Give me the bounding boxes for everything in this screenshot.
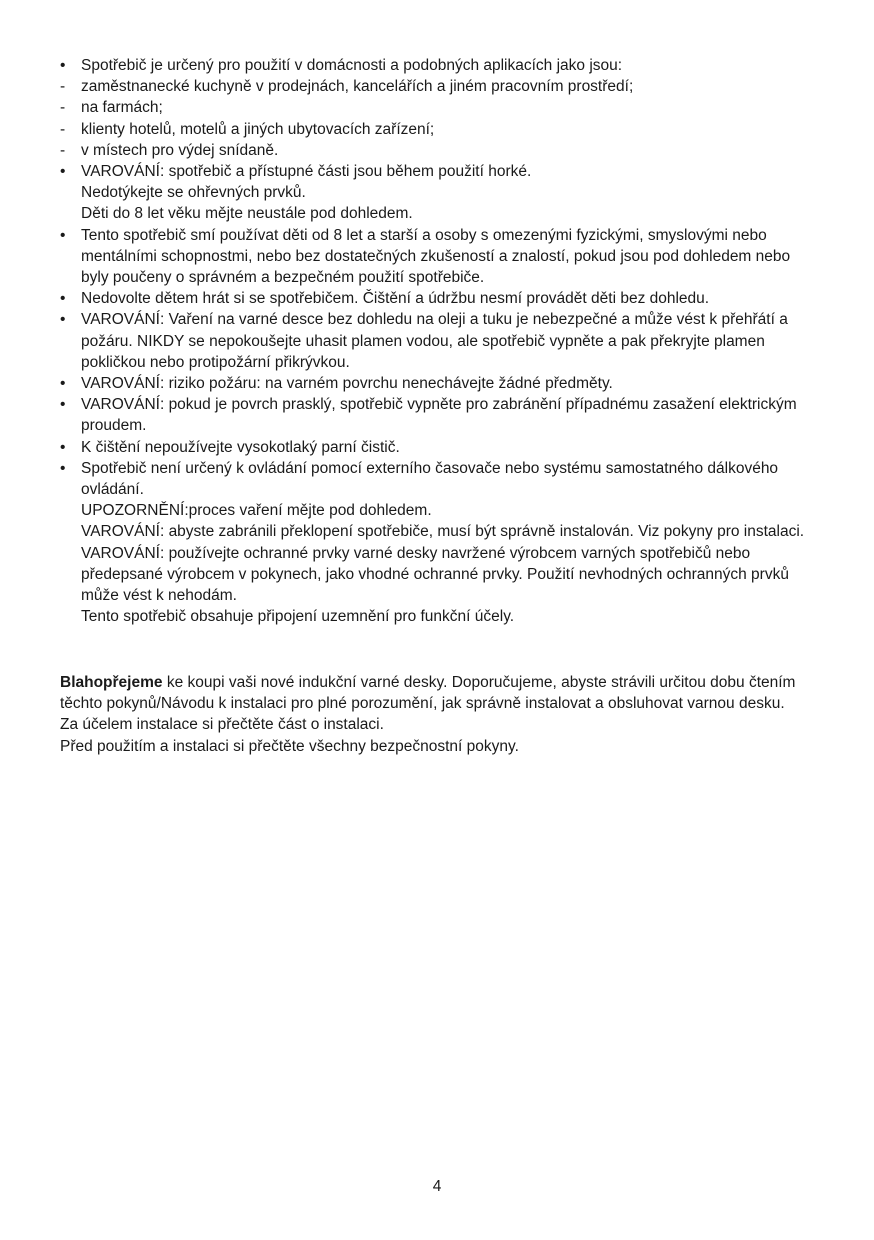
intro-line-safety: Před použitím a instalaci si přečtěte všechny bezpečnostní pokyny.	[60, 737, 519, 755]
bullet-item	[60, 161, 820, 182]
list-marker: •	[60, 57, 66, 74]
continuation-item	[60, 203, 820, 224]
bullet-item	[60, 437, 820, 458]
list-marker: -	[60, 141, 66, 159]
list-marker: -	[60, 78, 66, 96]
dash-item	[60, 140, 820, 161]
list-marker: -	[60, 99, 66, 117]
list-item-text: VAROVÁNÍ: pokud je povrch prasklý, spotřebič vypněte pro zabránění případnému zasažení elektrickým proudem.	[81, 396, 797, 435]
dash-item	[60, 119, 820, 140]
continuation-item	[60, 182, 820, 203]
list-marker: •	[60, 375, 66, 393]
bullet-item	[60, 458, 820, 500]
list-item-text: Spotřebič je určený pro použití v domácnosti a podobných aplikacích jako jsou:	[81, 57, 623, 74]
bullet-item	[60, 55, 820, 76]
list-item-text: VAROVÁNÍ: spotřebič a přístupné části jsou během použití horké.	[81, 163, 532, 181]
list-item-text: Tento spotřebič smí používat děti od 8 let a starší a osoby s omezenými fyzickými, smyslovými nebo mentálními schopnostmi, nebo bez dostatečných zkušeností a znalostí, pokud jsou pod dohledem nebo byly poučeny o správném a bezpečném použití spotřebiče.	[81, 226, 791, 287]
list-item-text: K čištění nepoužívejte vysokotlaký parní čistič.	[81, 438, 400, 456]
continuation-item	[60, 606, 820, 627]
bullet-item	[60, 225, 820, 289]
intro-paragraph-text: ke koupi vaši nové indukční varné desky. Doporučujeme, abyste strávili určitou dobu čtením těchto pokynů/Návodu k instalaci pro plné porozumění, jak správně instalovat a obsluhovat varnou desku.	[60, 674, 796, 713]
list-item-text: klienty hotelů, motelů a jiných ubytovacích zařízení;	[81, 120, 435, 138]
list-item-text: Tento spotřebič obsahuje připojení uzemnění pro funkční účely.	[81, 608, 515, 626]
list-marker: •	[60, 311, 66, 329]
list-item-text: na farmách;	[81, 99, 163, 117]
list-item-text: Nedovolte dětem hrát si se spotřebičem. Čištění a údržbu nesmí provádět děti bez dohledu.	[81, 290, 710, 308]
continuation-item	[60, 521, 820, 542]
list-item-text: VAROVÁNÍ: používejte ochranné prvky varné desky navržené výrobcem varných spotřebičů nebo předepsané výrobcem v pokynech, jako vhodné ochranné prvky. Použití nevhodných ochranných prvků může vést k nehodám.	[81, 544, 789, 605]
intro-bold-lead: Blahopřejeme	[60, 674, 163, 691]
list-item-text: zaměstnanecké kuchyně v prodejnách, kancelářích a jiném pracovním prostředí;	[81, 78, 634, 96]
safety-instructions-list	[60, 55, 820, 627]
dash-item	[60, 97, 820, 118]
list-item-text: v místech pro výdej snídaně.	[81, 141, 279, 159]
page-number: 4	[432, 1178, 442, 1195]
bullet-item	[60, 373, 820, 394]
list-marker: -	[60, 120, 66, 138]
intro-paragraph	[60, 672, 820, 714]
dash-item	[60, 76, 820, 97]
list-item-text: VAROVÁNÍ: riziko požáru: na varném povrchu nenechávejte žádné předměty.	[81, 375, 613, 393]
continuation-item	[60, 500, 820, 521]
list-item-text: VAROVÁNÍ: abyste zabránili překlopení spotřebiče, musí být správně instalován. Viz pokyny pro instalaci.	[81, 523, 805, 541]
list-marker: •	[60, 163, 66, 181]
list-item-text: Spotřebič není určený k ovládání pomocí externího časovače nebo systému samostatného dálkového ovládání.	[81, 459, 779, 499]
list-item-text: UPOZORNĚNÍ:proces vaření mějte pod dohledem.	[81, 502, 432, 520]
continuation-item	[60, 543, 820, 607]
bullet-item	[60, 288, 820, 309]
list-marker: •	[60, 459, 66, 477]
list-item-text: Děti do 8 let věku mějte neustále pod dohledem.	[81, 205, 413, 223]
list-marker: •	[60, 290, 66, 308]
list-marker: •	[60, 396, 66, 414]
intro-line-install: Za účelem instalace si přečtěte část o instalaci.	[60, 716, 384, 734]
intro-section	[60, 672, 820, 757]
bullet-item	[60, 309, 820, 373]
list-item-text: VAROVÁNÍ: Vaření na varné desce bez dohledu na oleji a tuku je nebezpečné a může vést k přehřátí a požáru. NIKDY se nepokoušejte uhasit plamen vodou, ale spotřebič vypněte a pak překryjte plamen pokličkou nebo protipožární přikrývkou.	[81, 311, 788, 371]
list-marker: •	[60, 226, 66, 244]
list-item-text: Nedotýkejte se ohřevných prvků.	[81, 184, 306, 202]
bullet-item	[60, 394, 820, 436]
list-marker: •	[60, 438, 66, 456]
